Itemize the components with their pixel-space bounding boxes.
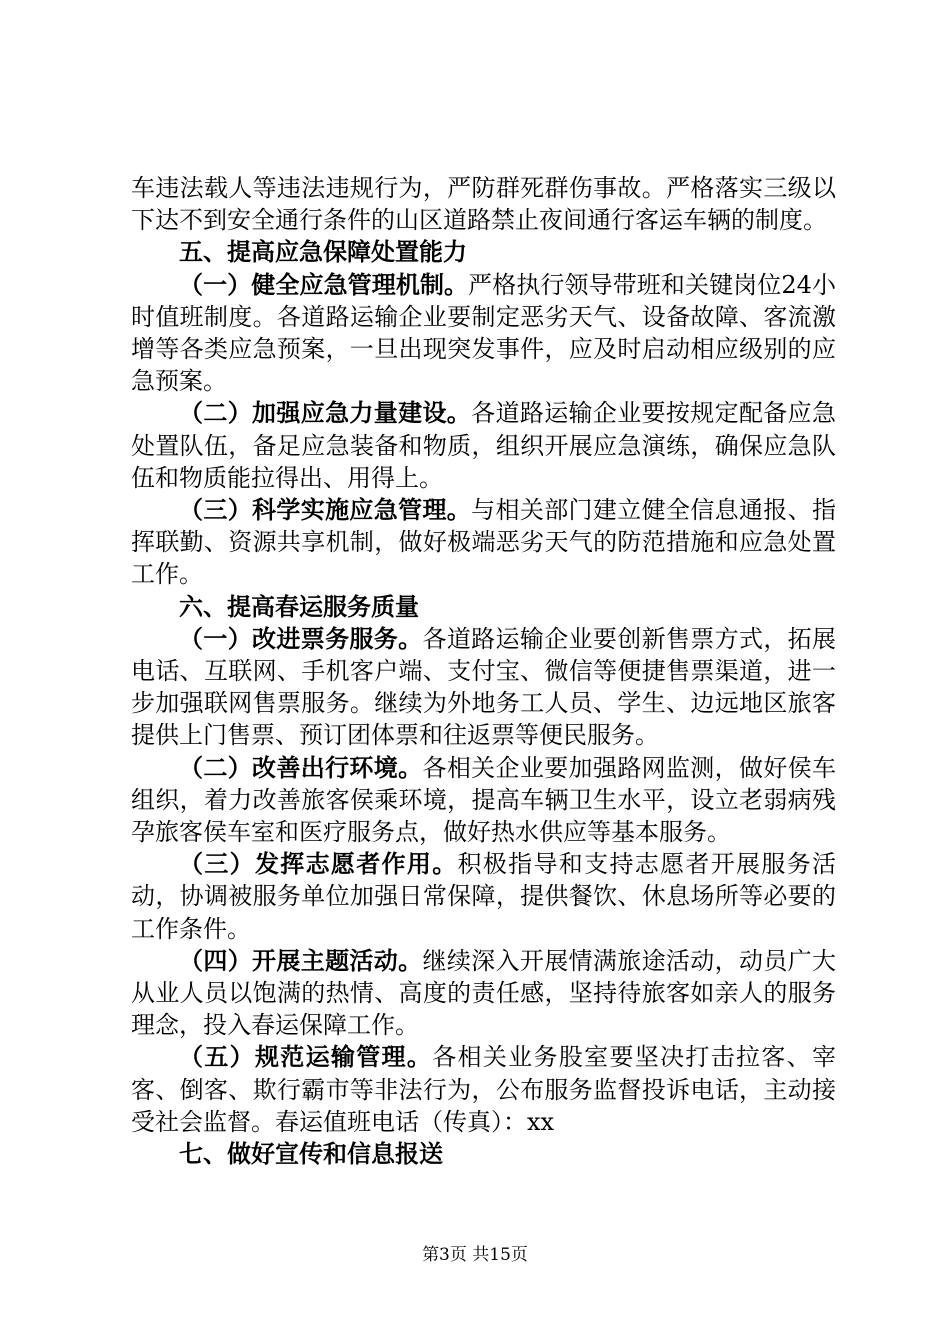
paragraph-text: 各相关企业要加强路网监测，做好侯车组织，着力改善旅客侯乘环境，提高车辆卫生水平，设立老弱病残孕旅客侯车室和医疗服务点，做好热水供应等基本服务。 (131, 753, 837, 847)
paragraph-5-1 (131, 269, 836, 398)
heading-text: 五、提高应急保障处置能力 (179, 238, 467, 267)
paragraph-lead: （五）规范运输管理。 (179, 1043, 433, 1072)
paragraph-text: 车违法载人等违法违规行为，严防群死群伤事故。严格落实三级以下达不到安全通行条件的山区道路禁止夜间通行客运车辆的制度。 (131, 174, 836, 235)
paragraph-text: 各道路运输企业要创新售票方式，拓展电话、互联网、手机客户端、支付宝、微信等便捷售票渠道，进一步加强联网售票服务。继续为外地务工人员、学生、边远地区旅客提供上门售票、预订团体票和往返票等便民服务。 (131, 624, 837, 750)
paragraph-text: 积极指导和支持志愿者开展服务活动，协调被服务单位加强日常保障，提供餐饮、休息场所等必要的工作条件。 (131, 850, 837, 943)
section-heading-6 (131, 591, 836, 623)
paragraph-text: 严格执行领导带班和关键岗位24小时值班制度。各道路运输企业要制定恶劣天气、设备故障、客流激增等各类应急预案，一旦出现突发事件，应及时启动相应级别的应急预案。 (131, 270, 836, 396)
paragraph-lead: （一）改进票务服务。 (179, 624, 423, 653)
paragraph-text: 各相关业务股室要坚决打击拉客、宰客、倒客、欺行霸市等非法行为，公布服务监督投诉电话，主动接受社会监督。春运值班电话（传真）：xx (131, 1043, 837, 1136)
paragraph-lead: （二）加强应急力量建设。 (179, 399, 472, 428)
section-heading-5 (131, 236, 836, 268)
paragraph-6-5 (131, 1041, 836, 1138)
paragraph-lead: （三）科学实施应急管理。 (179, 496, 472, 525)
paragraph-text: 各道路运输企业要按规定配备应急处置队伍，备足应急装备和物质，组织开展应急演练，确保应急队伍和物质能拉得出、用得上。 (131, 399, 837, 492)
heading-text: 六、提高春运服务质量 (179, 592, 419, 621)
paragraph-lead: （二）改善出行环境。 (179, 753, 423, 782)
paragraph-continuation (131, 172, 836, 236)
paragraph-lead: （一）健全应急管理机制。 (179, 270, 469, 299)
paragraph-6-3 (131, 848, 836, 945)
paragraph-text: 与相关部门建立健全信息通报、指挥联勤、资源共享机制，做好极端恶劣天气的防范措施和应急处置工作。 (131, 496, 837, 589)
paragraph-text: 继续深入开展情满旅途活动，动员广大从业人员以饱满的热情、高度的责任感，坚持待旅客如亲人的服务理念，投入春运保障工作。 (131, 946, 837, 1040)
paragraph-lead: （四）开展主题活动。 (179, 946, 423, 975)
paragraph-6-4 (131, 945, 836, 1042)
heading-text: 七、做好宣传和信息报送 (179, 1140, 443, 1169)
page-footer (0, 1244, 950, 1266)
page-number: 第3页 共15页 (422, 1245, 528, 1265)
paragraph-5-2 (131, 397, 836, 494)
section-heading-7 (131, 1138, 836, 1170)
paragraph-6-2 (131, 752, 836, 849)
paragraph-5-3 (131, 494, 836, 591)
paragraph-lead: （三）发挥志愿者作用。 (179, 850, 458, 879)
paragraph-6-1 (131, 623, 836, 752)
document-body (131, 172, 836, 1170)
